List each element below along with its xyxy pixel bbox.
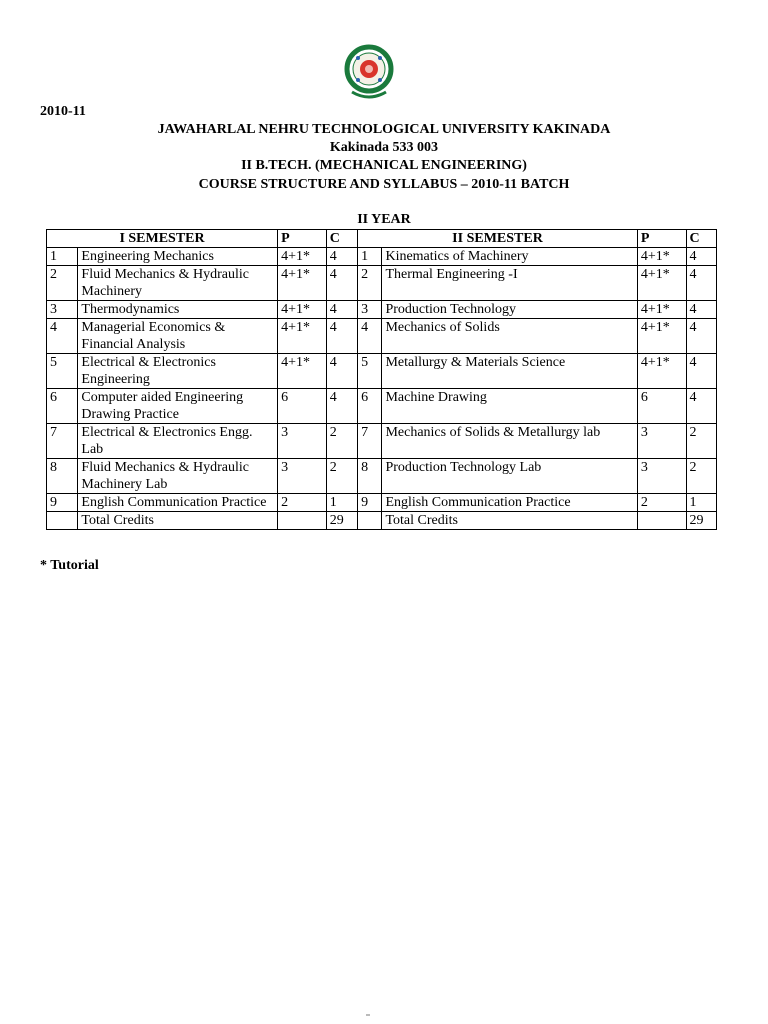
row-number: 5 [358,354,382,389]
periods-value: 4+1* [278,319,327,354]
table-row [47,319,717,354]
credits-value: 4 [686,319,716,354]
periods-value: 3 [637,424,686,459]
periods-value: 4+1* [637,266,686,301]
subject-name: Kinematics of Machinery [382,248,637,266]
periods-header: P [637,230,686,248]
periods-header: P [278,230,327,248]
row-number: 6 [358,389,382,424]
periods-value: 4+1* [637,301,686,319]
credits-value: 1 [326,494,357,512]
periods-value: 6 [278,389,327,424]
row-number: 7 [358,424,382,459]
subject-name: Thermodynamics [78,301,278,319]
subject-name: Thermal Engineering -I [382,266,637,301]
periods-value: 3 [278,424,327,459]
subject-name: Engineering Mechanics [78,248,278,266]
periods-value: 2 [278,494,327,512]
row-number: 2 [47,266,78,301]
subject-name: Mechanics of Solids & Metallurgy lab [382,424,637,459]
row-number: 1 [47,248,78,266]
credits-value: 2 [686,459,716,494]
semester-1-header: I SEMESTER [47,230,278,248]
periods-value: 4+1* [278,248,327,266]
total-credits-label: Total Credits [382,512,637,530]
row-number: 6 [47,389,78,424]
credits-value: 2 [326,424,357,459]
total-credits-value: 29 [326,512,357,530]
table-row [47,459,717,494]
row-number: 2 [358,266,382,301]
credits-value: 4 [686,389,716,424]
subject-name: Production Technology [382,301,637,319]
year-tag: 2010-11 [40,104,86,119]
course-structure-table [46,229,717,530]
total-credits-row [47,512,717,530]
credits-value: 1 [686,494,716,512]
table-header-row [47,230,717,248]
table-row [47,354,717,389]
row-number: 1 [358,248,382,266]
credits-value: 2 [326,459,357,494]
credits-value: 4 [326,248,357,266]
subject-name: English Communication Practice [78,494,278,512]
credits-value: 4 [686,354,716,389]
credits-value: 2 [686,424,716,459]
subject-name: Electrical & Electronics Engg. Lab [78,424,278,459]
row-number: 7 [47,424,78,459]
year-title: II YEAR [357,212,411,227]
row-number: 3 [358,301,382,319]
row-number: 4 [358,319,382,354]
periods-value: 4+1* [278,354,327,389]
page-mark [366,1014,370,1016]
credits-value: 4 [326,266,357,301]
periods-value: 6 [637,389,686,424]
total-credits-label: Total Credits [78,512,278,530]
row-number: 9 [47,494,78,512]
credits-value: 4 [326,301,357,319]
periods-value: 2 [637,494,686,512]
row-number: 9 [358,494,382,512]
subject-name: Fluid Mechanics & Hydraulic Machinery [78,266,278,301]
subject-name: Production Technology Lab [382,459,637,494]
row-number: 4 [47,319,78,354]
periods-value: 4+1* [637,248,686,266]
credits-header: C [686,230,716,248]
tutorial-footnote: * Tutorial [40,558,99,573]
subject-name: Managerial Economics & Financial Analysis [78,319,278,354]
credits-header: C [326,230,357,248]
subject-name: Fluid Mechanics & Hydraulic Machinery Lab [78,459,278,494]
row-number: 5 [47,354,78,389]
periods-value: 4+1* [278,266,327,301]
row-number: 3 [47,301,78,319]
periods-value: 4+1* [637,319,686,354]
subject-name: English Communication Practice [382,494,637,512]
credits-value: 4 [326,389,357,424]
row-number: 8 [358,459,382,494]
subject-name: Electrical & Electronics Engineering [78,354,278,389]
table-row [47,494,717,512]
subject-name: Computer aided Engineering Drawing Practice [78,389,278,424]
subject-name: Machine Drawing [382,389,637,424]
credits-value: 4 [326,319,357,354]
periods-value: 4+1* [637,354,686,389]
periods-value: 3 [637,459,686,494]
table-row [47,389,717,424]
course-structure-title: COURSE STRUCTURE AND SYLLABUS – 2010-11 BATCH [198,177,570,192]
row-number: 8 [47,459,78,494]
subject-name: Mechanics of Solids [382,319,637,354]
credits-value: 4 [686,266,716,301]
credits-value: 4 [686,301,716,319]
table-row [47,301,717,319]
university-name: JAWAHARLAL NEHRU TECHNOLOGICAL UNIVERSITY KAKINADA [157,122,611,137]
semester-2-header: II SEMESTER [358,230,638,248]
periods-value: 3 [278,459,327,494]
credits-value: 4 [686,248,716,266]
table-row [47,248,717,266]
university-city: Kakinada 533 003 [329,140,439,155]
credits-value: 4 [326,354,357,389]
program-title: II B.TECH. (MECHANICAL ENGINEERING) [241,158,527,173]
total-credits-value: 29 [686,512,716,530]
university-seal-logo [344,44,394,102]
periods-value: 4+1* [278,301,327,319]
subject-name: Metallurgy & Materials Science [382,354,637,389]
table-row [47,424,717,459]
table-row [47,266,717,301]
